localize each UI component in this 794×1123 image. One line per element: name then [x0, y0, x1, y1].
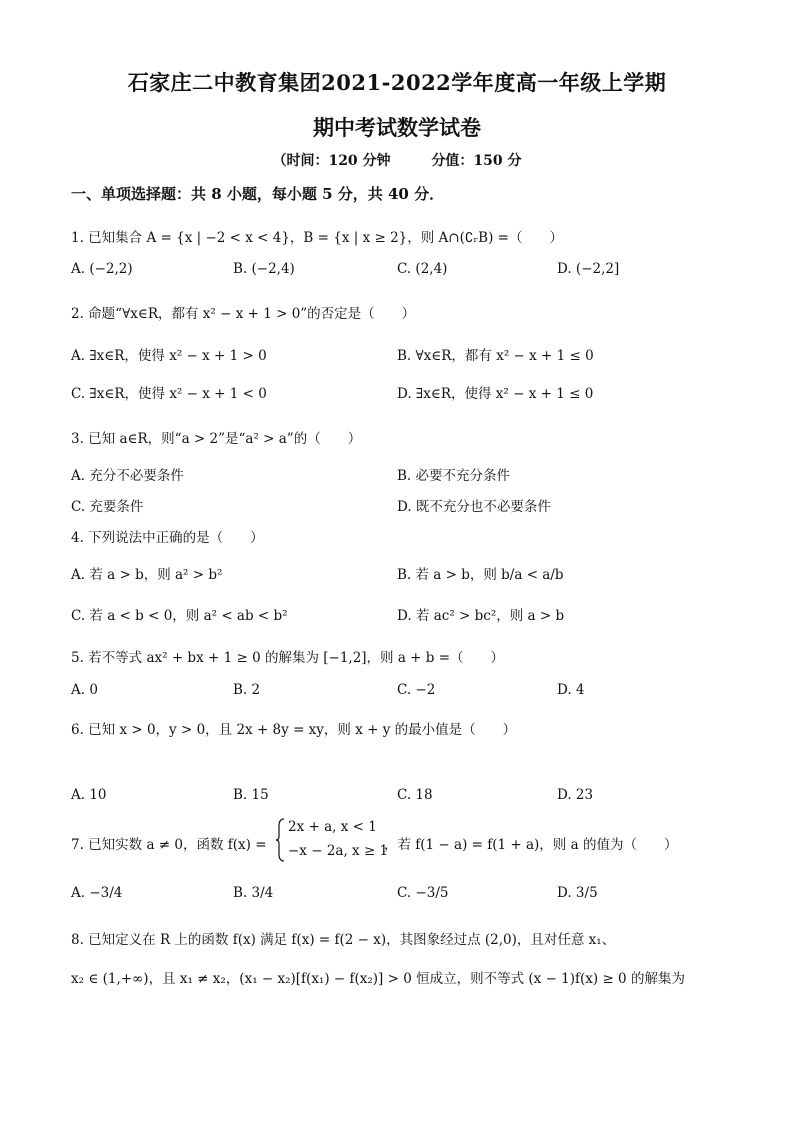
question-5-stem: 5. 若不等式 ax² + bx + 1 ≥ 0 的解集为 [−1,2]，则 a + b =（ ） — [71, 650, 505, 666]
exam-time: （时间：120 分钟 — [272, 153, 391, 169]
question-4-option-a: A. 若 a > b，则 a² > b² — [71, 567, 223, 583]
question-4-option-b: B. 若 a > b，则 b/a < a/b — [397, 567, 564, 583]
question-1-option-b: B. (−2,4) — [233, 261, 295, 277]
question-2-stem: 2. 命题“∀x∈R，都有 x² − x + 1 > 0”的否定是（ ） — [71, 306, 416, 322]
question-2-option-a: A. ∃x∈R，使得 x² − x + 1 > 0 — [71, 348, 267, 364]
question-5-option-b: B. 2 — [233, 682, 261, 698]
question-8-line-2: x₂ ∈ (1,+∞)，且 x₁ ≠ x₂，(x₁ − x₂)[f(x₁) − f(x₂)] > 0 恒成立，则不等式 (x − 1)f(x) ≥ 0 的解集为 — [71, 971, 685, 987]
question-6-option-b: B. 15 — [233, 787, 269, 803]
exam-meta — [0, 150, 794, 170]
question-4-option-c: C. 若 a < b < 0，则 a² < ab < b² — [71, 608, 288, 624]
exam-title-line2: 期中考试数学试卷 — [313, 115, 481, 140]
question-6-option-d: D. 23 — [557, 787, 594, 803]
question-6-option-c: C. 18 — [397, 787, 433, 803]
question-1-stem: 1. 已知集合 A = {x | −2 < x < 4}，B = {x | x ≥ 2}，则 A∩(∁ᵣB) =（ ） — [71, 230, 563, 246]
question-4-option-d: D. 若 ac² > bc²，则 a > b — [397, 608, 565, 624]
question-7-option-b: B. 3/4 — [233, 885, 274, 901]
exam-title-line1: 石家庄二中教育集团2021-2022学年度高一年级上学期 — [127, 70, 667, 95]
question-7-option-c: C. −3/5 — [397, 885, 449, 901]
question-7-piece-2: −x − 2a, x ≥ 1 — [288, 843, 389, 859]
question-1-option-d: D. (−2,2] — [557, 261, 620, 277]
exam-score: 分值：150 分 — [431, 153, 522, 169]
question-8-line-1: 8. 已知定义在 R 上的函数 f(x) 满足 f(x) = f(2 − x)，其图象经过点 (2,0)，且对任意 x₁、 — [71, 932, 616, 948]
question-7-piece-1: 2x + a, x < 1 — [288, 819, 377, 835]
question-3-option-b: B. 必要不充分条件 — [397, 468, 511, 484]
question-7-option-a: A. −3/4 — [71, 885, 123, 901]
question-4-stem: 4. 下列说法中正确的是（ ） — [71, 530, 264, 546]
question-3-option-c: C. 充要条件 — [71, 499, 144, 515]
question-6-stem: 6. 已知 x > 0，y > 0，且 2x + 8y = xy，则 x + y 的最小值是（ ） — [71, 722, 517, 738]
question-7-stem-start: 7. 已知实数 a ≠ 0，函数 f(x) = — [71, 837, 267, 853]
question-5-option-a: A. 0 — [71, 682, 98, 698]
question-1-option-a: A. (−2,2) — [71, 261, 133, 277]
question-3-option-a: A. 充分不必要条件 — [71, 468, 184, 484]
question-3-option-d: D. 既不充分也不必要条件 — [397, 499, 551, 515]
question-6-option-a: A. 10 — [71, 787, 107, 803]
question-1-option-c: C. (2,4) — [397, 261, 448, 277]
question-2-option-b: B. ∀x∈R，都有 x² − x + 1 ≤ 0 — [397, 348, 594, 364]
piecewise-brace — [276, 818, 286, 862]
question-3-stem: 3. 已知 a∈R，则“a > 2”是“a² > a”的（ ） — [71, 431, 362, 447]
question-2-option-d: D. ∃x∈R，使得 x² − x + 1 ≤ 0 — [397, 386, 594, 402]
section-heading: 一、单项选择题：共 8 小题，每小题 5 分，共 40 分． — [71, 185, 445, 203]
question-5-option-d: D. 4 — [557, 682, 585, 698]
question-7-option-d: D. 3/5 — [557, 885, 598, 901]
question-7-stem-end: ，若 f(1 − a) = f(1 + a)，则 a 的值为（ ） — [384, 837, 678, 853]
question-5-option-c: C. −2 — [397, 682, 436, 698]
question-2-option-c: C. ∃x∈R，使得 x² − x + 1 < 0 — [71, 386, 267, 402]
